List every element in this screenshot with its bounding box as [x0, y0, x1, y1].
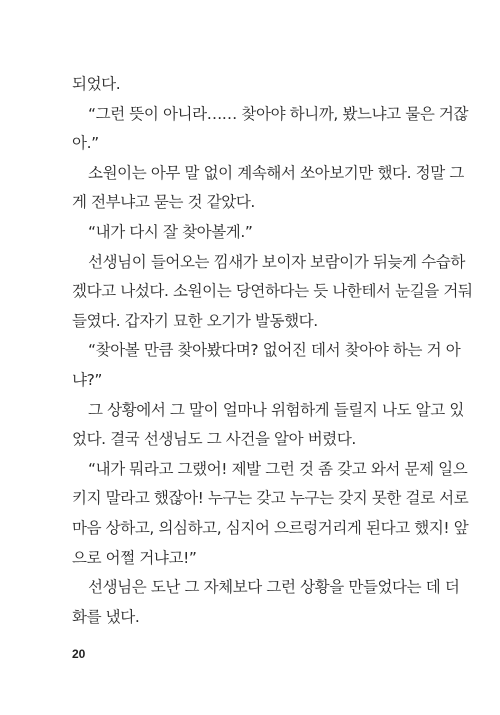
body-text — [72, 70, 473, 632]
text-line: 겠다고 나섰다. 소원이는 당연하다는 듯 나한테서 눈길을 거둬 — [72, 282, 473, 301]
text-line: 마음 상하고, 의심하고, 심지어 으르렁거리게 된다고 했지! 앞 — [72, 518, 469, 537]
text-line: 화를 냈다. — [72, 607, 140, 626]
text-line: 으로 어쩔 거냐고!” — [72, 548, 197, 567]
text-line: 그 상황에서 그 말이 얼마나 위험하게 들릴지 나도 알고 있 — [88, 400, 464, 419]
text-line: “내가 뭐라고 그랬어! 제발 그런 것 좀 갖고 와서 문제 일으 — [88, 459, 468, 478]
text-line: 아.” — [72, 134, 99, 153]
page-number: 20 — [72, 647, 86, 661]
text-line: 소원이는 아무 말 없이 계속해서 쏘아보기만 했다. 정말 그 — [88, 163, 464, 182]
text-line: 되었다. — [72, 75, 121, 93]
text-line: 선생님이 들어오는 낌새가 보이자 보람이가 뒤늦게 수습하 — [88, 252, 465, 271]
text-line: 들였다. 갑자기 묘한 오기가 발동했다. — [72, 311, 318, 330]
text-line: 었다. 결국 선생님도 그 사건을 알아 버렸다. — [72, 430, 356, 449]
text-line: 게 전부냐고 묻는 것 같았다. — [72, 193, 255, 212]
text-line: 냐?” — [72, 370, 103, 389]
text-line: “내가 다시 잘 찾아볼게.” — [88, 222, 253, 241]
text-line: “찾아볼 만큼 찾아봤다며? 없어진 데서 찾아야 하는 거 아 — [88, 341, 461, 360]
text-line: 선생님은 도난 그 자체보다 그런 상황을 만들었다는 데 더 — [88, 578, 460, 597]
text-line: “그런 뜻이 아니라…… 찾아야 하니까, 봤느냐고 물은 거잖 — [88, 104, 469, 123]
text-line: 키지 말라고 했잖아! 누구는 갖고 누구는 갖지 못한 걸로 서로 — [72, 489, 469, 508]
